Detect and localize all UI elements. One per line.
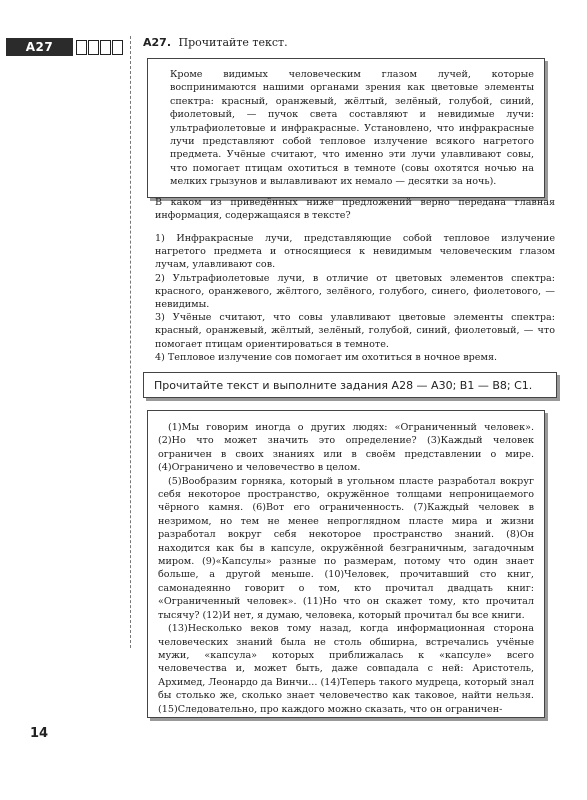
task-marker-label: A27 [6, 38, 73, 56]
answer-option: 4) Тепловое излучение сов помогает им охотиться в ночное время. [155, 351, 498, 363]
task-heading [143, 36, 553, 49]
passage-box [147, 410, 545, 718]
passage-paragraph: (1)Мы говорим иногда о других людях: «Ограниченный человек». (2)Но что может значить это определение? (3)Каждый человек ограничен в своих знаниях или в своём представлении о мире. (4)Ограничено и человечество в целом. [158, 422, 534, 474]
task-instruction: Прочитайте текст. [178, 36, 288, 49]
question-text: В каком из приведённых ниже предложений верно передана главная информация, содержащаяся в тексте? [155, 197, 555, 221]
answer-box [112, 40, 123, 55]
answer-box [100, 40, 111, 55]
answer-box [88, 40, 99, 55]
instruction-box: Прочитайте текст и выполните задания А28 — А30; В1 — В8; С1. [143, 372, 557, 398]
answer-options [143, 232, 555, 364]
passage-paragraph: (5)Вообразим горняка, который в угольном пласте разработал вокруг себя некоторое пространство, окружённое толщами непроницаемого чёрного камня. (6)Вот его ограниченность. (7)Каждый человек в незримом, но тем не менее непроглядном пласте мира и жизни разработал вокруг себя некоторое пространство знаний. (8)Он находится как бы в капсуле, окружённой безграничным, загадочным миром. (9)«Капсулы» разные по размерам, потому что один знает больше, а другой меньше. (10)Человек, прочитавший сто книг, самонадеянно говорит о том, кто прочитал двадцать книг: «Ограниченный человек». (11)Но что он скажет тому, кто прочитал тысячу? (12)И нет, я думаю, человека, который прочитал бы все книги. [158, 475, 534, 621]
reading-text-box: Кроме видимых человеческим глазом лучей, которые воспринимаются нашими органами зрения как цветовые элементы спектра: красный, оранжевый, жёлтый, зелёный, голубой, синий, фиолетовый, — пучок света составляют и невидимые лучи: ультрафиолетовые и инфракрасные. Установлено, что инфракрасные лучи представляют собой тепловое излучение всякого нагретого предмета. Учёные считают, что именно эти лучи улавливают совы, что помогает птицам охотиться в темноте (совы охотятся ночью на мелких грызунов и вылавливают их немало — десятки за ночь). [147, 58, 545, 198]
answer-option: 1) Инфракрасные лучи, представляющие собой тепловое излучение нагретого предмета и относящиеся к невидимым человеческим глазом лучам, улавливают сов. [155, 233, 555, 271]
task-number: A27. [143, 36, 171, 49]
answer-box [76, 40, 87, 55]
answer-option: 2) Ультрафиолетовые лучи, в отличие от цветовых элементов спектра: красного, оранжевого, жёлтого, зелёного, голубого, синего, фиолетового, — невидимы. [155, 272, 555, 311]
margin-divider [130, 36, 131, 648]
answer-option: 3) Учёные считают, что совы улавливают цветовые элементы спектра: красный, оранжевый, жёлтый, зелёный, голубой, синий, фиолетовый, — что помогает птицам ориентироваться в темноте. [155, 312, 555, 350]
page-number: 14 [30, 726, 49, 741]
task-marker [6, 38, 124, 56]
answer-boxes [76, 40, 124, 55]
passage-paragraph: (13)Несколько веков тому назад, когда информационная сторона человеческих знаний была не столь обширна, встречались учёные мужи, «капсула» которых приближалась к «капсуле» всего человечества и, может быть, даже совпадала с ней: Аристотель, Архимед, Леонардо да Винчи... (14)Теперь такого мудреца, который знал бы столько же, сколько знает человечество как таковое, найти нельзя. (15)Следовательно, про каждого можно сказать, что он ограничен- [158, 623, 534, 715]
